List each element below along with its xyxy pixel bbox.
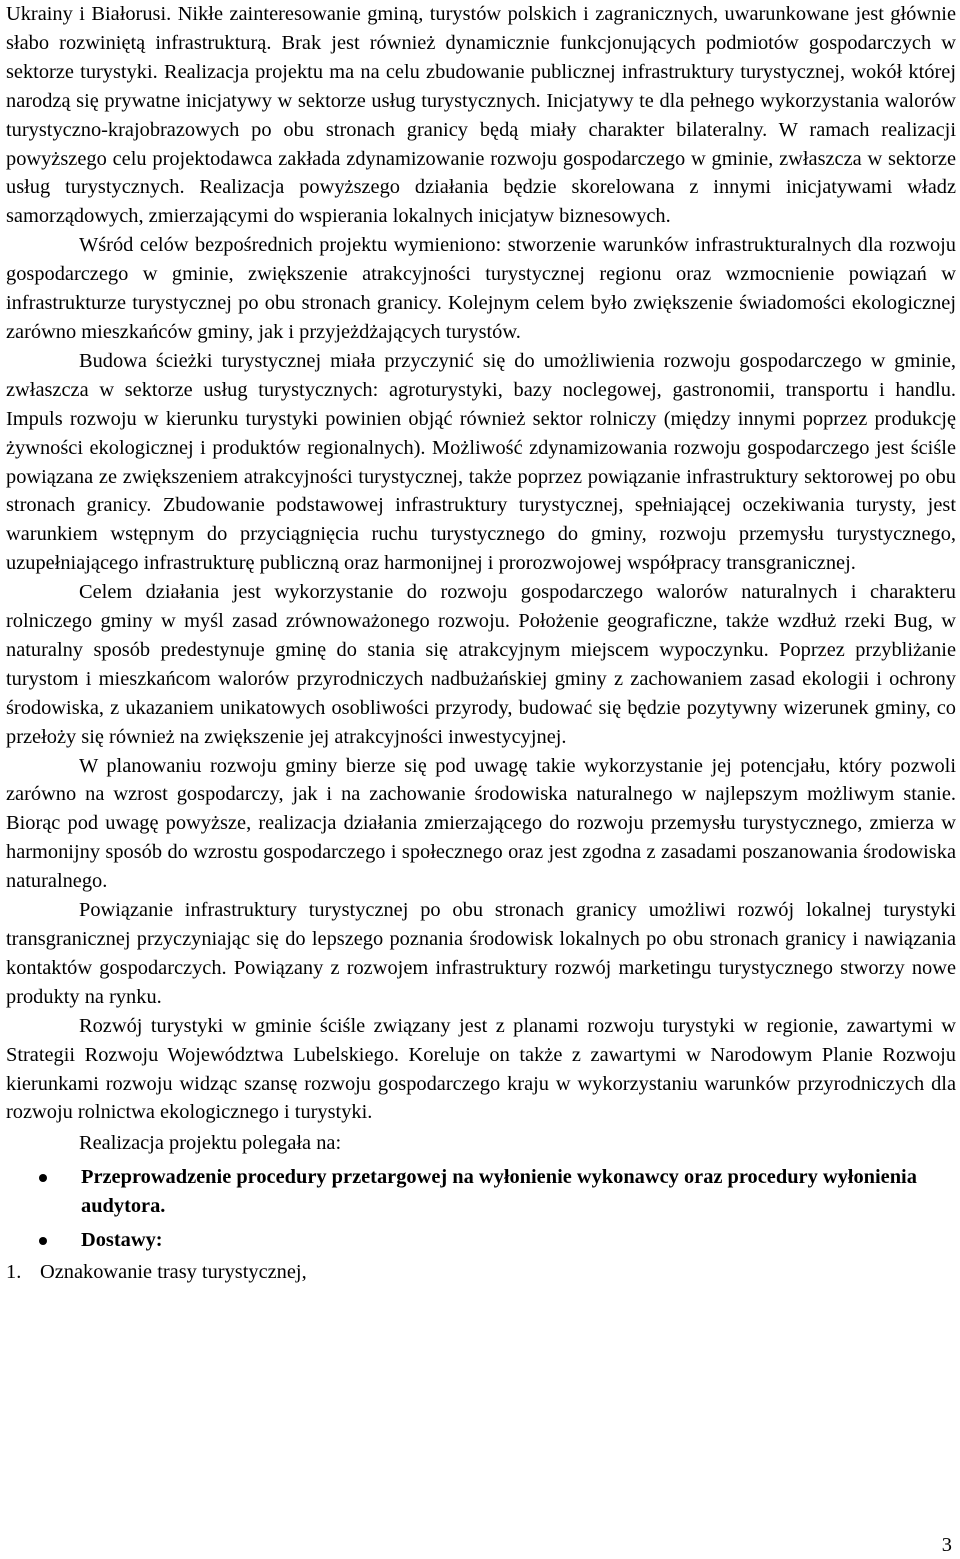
list-item-text: Przeprowadzenie procedury przetargowej na wyłonienie wykonawcy oraz procedury wyłonienia audytora. [81, 1166, 917, 1218]
bullet-icon [39, 1237, 47, 1245]
item-text: Oznakowanie trasy turystycznej, [40, 1260, 307, 1283]
list-intro: Realizacja projektu polegała na: [79, 1132, 342, 1155]
bullet-icon [39, 1174, 47, 1182]
paragraph-4: Celem działania jest wykorzystanie do rozwoju gospodarczego walorów naturalnych i charakteru rolniczego gminy w myśl zasad zrównoważonego rozwoju. Położenie geograficzne, także wzdłuż rzeki Bug, w naturalny sposób predestynuje gminę do stania się atrakcyjnym miejscem wypoczynku. Poprzez przybliżanie turystom i mieszkańcom walorów przyrodniczych nadbużańskiej gminy z zachowaniem zasad ekologii i ochrony środowiska, z ukazaniem unikatowych osobliwości przyrody, budować się będzie pozytywny wizerunek gminy, co przełoży się również na zwiększenie jej atrakcyjności inwestycyjnej. [6, 581, 956, 748]
item-number: 1. [6, 1260, 22, 1283]
bullet-list [6, 1163, 956, 1255]
paragraph-1: Ukrainy i Białorusi. Nikłe zainteresowanie gminą, turystów polskich i zagranicznych, uwarunkowane jest głównie słabo rozwiniętą infrastrukturą. Brak jest również dynamicznie funkcjonujących podmiotów gospodarczych w sektorze turystyki. Realizacja projektu ma na celu zbudowanie publicznej infrastruktury turystycznej, wokół której narodzą się prywatne inicjatywy w sektorze usług turystycznych. Inicjatywy te dla pełnego wykorzystania walorów turystyczno-krajobrazowych po obu stronach granicy będą miały charakter bilateralny. W ramach realizacji powyższego celu projektodawca zakłada zdynamizowanie rozwoju gospodarczego w gminie, zwłaszcza w sektorze usług turystycznych. Realizacja powyższego działania będzie skorelowana z innymi inicjatywami władz samorządowych, zmierzającymi do wspierania lokalnych inicjatyw biznesowych. [6, 3, 956, 228]
paragraph-7: Rozwój turystyki w gminie ściśle związany jest z planami rozwoju turystyki w regionie, zawartymi w Strategii Rozwoju Województwa Lubelskiego. Koreluje on także z zawartymi w Narodowym Planie Rozwoju kierunkami rozwoju widząc szansę rozwoju gospodarczego kraju w wykorzystaniu warunków przyrodniczych dla rozwoju rolnictwa ekologicznego i turystyki. [6, 1014, 956, 1124]
paragraph-5: W planowaniu rozwoju gminy bierze się pod uwagę takie wykorzystanie jej potencjału, który pozwoli zarówno na wzrost gospodarczy, jak i na zachowanie środowiska naturalnego w najlepszym możliwym stanie. Biorąc pod uwagę powyższe, realizacja działania zmierzającego do rozwoju przemysłu turystycznego, zmierza w harmonijny sposób do wzrostu gospodarczego i społecznego oraz jest zgodna z zasadami poszanowania środowiska naturalnego. [6, 754, 956, 893]
paragraph-6: Powiązanie infrastruktury turystycznej po obu stronach granicy umożliwi rozwój lokalnej turystyki transgranicznej przyczyniając się do lepszego poznania środowisk lokalnych po obu stronach granicy i nawiązania kontaktów gospodarczych. Powiązany z rozwojem infrastruktury rozwój marketingu turystycznego stworzy nowe produkty na rynku. [6, 899, 956, 1008]
paragraph-2: Wśród celów bezpośrednich projektu wymieniono: stworzenie warunków infrastrukturalnych dla rozwoju gospodarczego w gminie, zwiększenie atrakcyjności turystycznej regionu oraz wzmocnienie powiązań w infrastrukturze turystycznej po obu stronach granicy. Kolejnym celem było zwiększenie świadomości ekologicznej zarówno mieszkańców gminy, jak i przyjeżdżających turystów. [6, 234, 956, 343]
paragraph-3: Budowa ścieżki turystycznej miała przyczynić się do umożliwienia rozwoju gospodarczego w gminie, zwłaszcza w sektorze usług turystycznych: agroturystyki, bazy noclegowej, gastronomii, transportu i handlu. Impuls rozwoju w kierunku turystyki powinien objąć również sektor rolniczy (między innymi poprzez produkcję żywności ekologicznej i produktów regionalnych). Możliwość zdynamizowania rozwoju gospodarczego jest ściśle powiązana ze zwiększeniem atrakcyjności turystycznej, także poprzez powiązanie infrastruktury sektorowej po obu stronach granicy. Zbudowanie podstawowej infrastruktury turystycznej, spełniającej oczekiwania turysty, jest warunkiem wstępnym do przyciągnięcia ruchu turystycznego do gminy, rozwoju przemysłu turystycznego, uzupełniającego infrastrukturę publiczną oraz harmonijnej i prorozwojowej współpracy transgranicznej. [6, 349, 956, 575]
document-page [6, 0, 956, 1287]
numbered-item [6, 1258, 956, 1287]
list-item [6, 1226, 956, 1255]
list-item-text: Dostawy: [81, 1229, 163, 1252]
list-item [6, 1163, 956, 1221]
page-number: 3 [941, 1534, 952, 1556]
